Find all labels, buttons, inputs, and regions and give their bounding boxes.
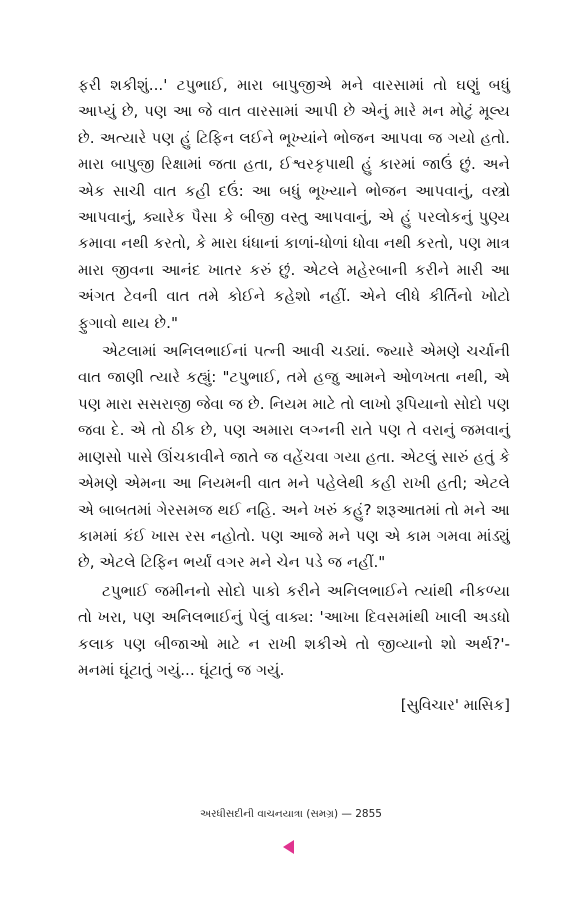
paragraph-1: ફરી શકીશું...' ટપુભાઈ, મારા બાપુજીએ મને વારસામાં તો ઘણું બધું આપ્યું છે, પણ આ જે વાત વારસામાં આપી છે એનું મારે મન મોટું મૂલ્ય છે. અત્યારે પણ હું ટિફિન લઈને ભૂખ્યાંને ભોજન આપવા જ ગયો હતો. મારા બાપુજી રિક્ષામાં જતા હતા, ઈશ્વરકૃપાથી હું કારમાં જાઉં છું. અને એક સાચી વાત કહી દઉં: આ બધું ભૂખ્યાને ભોજન આપવાનું, વસ્ત્રો આપવાનું, ક્યારેક પૈસા કે બીજી વસ્તુ આપવાનું, એ હું પરલોકનું પુણ્ય કમાવા નથી કરતો, કે મારા ધંધાનાં કાળાં-ધોળાં ધોવા નથી કરતો, પણ માત્ર મારા જીવના આનંદ ખાતર કરું છું. એટલે મહેરબાની કરીને મારી આ અંગત ટેવની વાત તમે કોઈને કહેશો નહીં. એને લીધે કીર્તિનો ખોટો ફુગાવો થાય છે." xyxy=(78,76,510,332)
left-triangle-marker-icon xyxy=(283,840,294,854)
paragraph-2: એટલામાં અનિલભાઈનાં પત્ની આવી ચડ્યાં. જ્યારે એમણે ચર્ચાની વાત જાણી ત્યારે કહ્યું: "ટપુભાઈ, તમે હજુ આમને ઓળખતા નથી, એ પણ મારા સસરાજી જેવા જ છે. નિયમ માટે તો લાખો રૂપિયાનો સોદો પણ જવા દે. એ તો ઠીક છે, પણ અમારા લગ્નની રાતે પણ તે વરાનું જમવાનું માણસો પાસે ઊંચકાવીને જાતે જ વહેંચવા ગયા હતા. એટલું સારું હતું કે એમણે એમના આ નિયમની વાત મને પહેલેથી કહી રાખી હતી; એટલે એ બાબતમાં ગેરસમજ થઈ નહિ. અને ખરું કહું? શરૂઆતમાં તો મને આ કામમાં કંઈ ખાસ રસ નહોતો. પણ આજે મને પણ એ કામ ગમવા માંડ્યું છે, એટલે ટિફિન ભર્યાં વગર મને ચેન પડે જ નહીં." xyxy=(78,342,510,572)
page-body xyxy=(78,72,510,717)
paragraph-3: ટપુભાઈ જમીનનો સોદો પાકો કરીને અનિલભાઈને ત્યાંથી નીકળ્યા તો ખરા, પણ અનિલભાઈનું પેલું વાક્ય: 'આખા દિવસમાંથી ખાલી અડધો કલાક પણ બીજાઓ માટે ન રાખી શકીએ તો જીવ્યાનો શો અર્થ?'-મનમાં ઘૂંટાતું ગયું... ઘૂંટાતું જ ગયું. xyxy=(78,581,510,679)
page-footer: અરધીસદીની વાચનયાત્રા (સમગ્ર) — 2855 xyxy=(200,808,382,820)
source-citation: [સુવિચાર' માસિક] xyxy=(400,696,510,715)
